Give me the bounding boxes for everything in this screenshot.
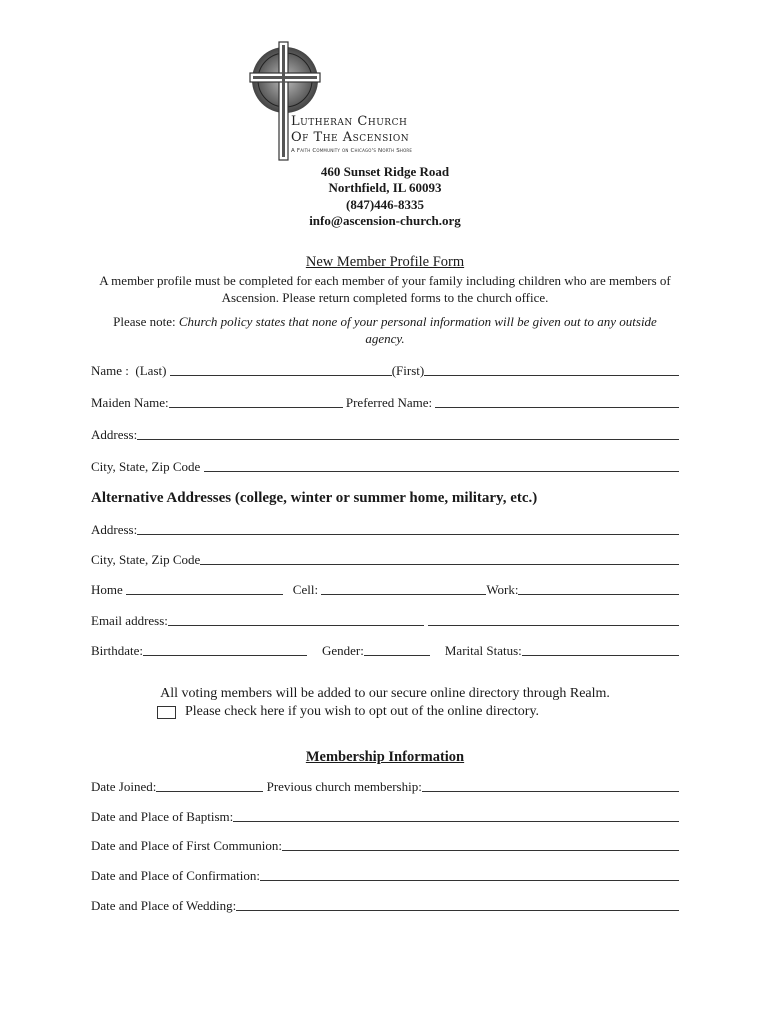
address-row: Address: [91, 425, 679, 443]
church-logo [245, 40, 485, 165]
email-field[interactable] [168, 613, 424, 626]
city-address: Northfield, IL 60093 [328, 180, 442, 196]
alt-city-row: City, State, Zip Code [91, 550, 679, 568]
phone-number: (847)446-8335 [346, 196, 424, 212]
confirmation-field[interactable] [260, 868, 679, 881]
baptism-field[interactable] [233, 809, 679, 822]
last-name-field[interactable] [170, 363, 392, 376]
marital-status-field[interactable] [522, 643, 679, 656]
form-intro: A member profile must be completed for each member of your family including children who are members of Ascension. Please return completed forms to the church office. [99, 273, 671, 305]
gender-field[interactable] [364, 643, 430, 656]
street-address: 460 Sunset Ridge Road [320, 164, 450, 179]
email-row: Email address: [91, 611, 679, 629]
birthdate-row: Birthdate: Gender: Marital Status: [91, 641, 679, 659]
first-communion-field[interactable] [282, 838, 679, 851]
wedding-row: Date and Place of Wedding: [91, 896, 679, 914]
name-row: Name : (Last) (First) [91, 361, 679, 379]
alt-address-field[interactable] [137, 522, 679, 535]
alternative-addresses-heading: Alternative Addresses (college, winter or summer home, military, etc.) [91, 490, 538, 506]
confirmation-row: Date and Place of Confirmation: [91, 866, 679, 884]
alt-city-state-zip-field[interactable] [200, 552, 679, 565]
wedding-field[interactable] [236, 898, 679, 911]
form-title: New Member Profile Form [305, 254, 465, 270]
maiden-name-field[interactable] [169, 395, 343, 408]
church-tagline: A Faith Community on Chicago's North Shore [291, 148, 413, 154]
optout-row [157, 704, 539, 720]
membership-title: Membership Information [305, 749, 465, 765]
optout-label: Please check here if you wish to opt out of the online directory. [185, 704, 540, 719]
baptism-row: Date and Place of Baptism: [91, 807, 679, 825]
maiden-row: Maiden Name: Preferred Name: [91, 393, 679, 411]
church-address [0, 164, 770, 229]
church-name: Lutheran Church Of The Ascension [291, 114, 410, 145]
communion-row: Date and Place of First Communion: [91, 836, 679, 854]
alt-address-row: Address: [91, 520, 679, 538]
cell-phone-field[interactable] [321, 582, 486, 595]
home-phone-field[interactable] [126, 582, 283, 595]
privacy-note: Please note: Church policy states that none of your personal information will be given out to any outside agency. [113, 314, 657, 346]
preferred-name-field[interactable] [435, 395, 679, 408]
first-name-field[interactable] [424, 363, 679, 376]
date-joined-row: Date Joined: Previous church membership: [91, 777, 679, 795]
cross-emblem-icon [245, 40, 485, 165]
date-joined-field[interactable] [156, 779, 263, 792]
city-state-zip-field[interactable] [204, 459, 679, 472]
city-row: City, State, Zip Code [91, 457, 679, 475]
birthdate-field[interactable] [143, 643, 307, 656]
address-field[interactable] [137, 427, 679, 440]
directory-notice: All voting members will be added to our secure online directory through Realm. [160, 686, 610, 701]
email-address: info@ascension-church.org [309, 212, 461, 228]
optout-checkbox[interactable] [157, 706, 176, 719]
work-phone-field[interactable] [518, 582, 679, 595]
email-field-2[interactable] [428, 613, 679, 626]
previous-church-field[interactable] [422, 779, 679, 792]
phone-row: Home Cell: Work: [91, 580, 679, 598]
